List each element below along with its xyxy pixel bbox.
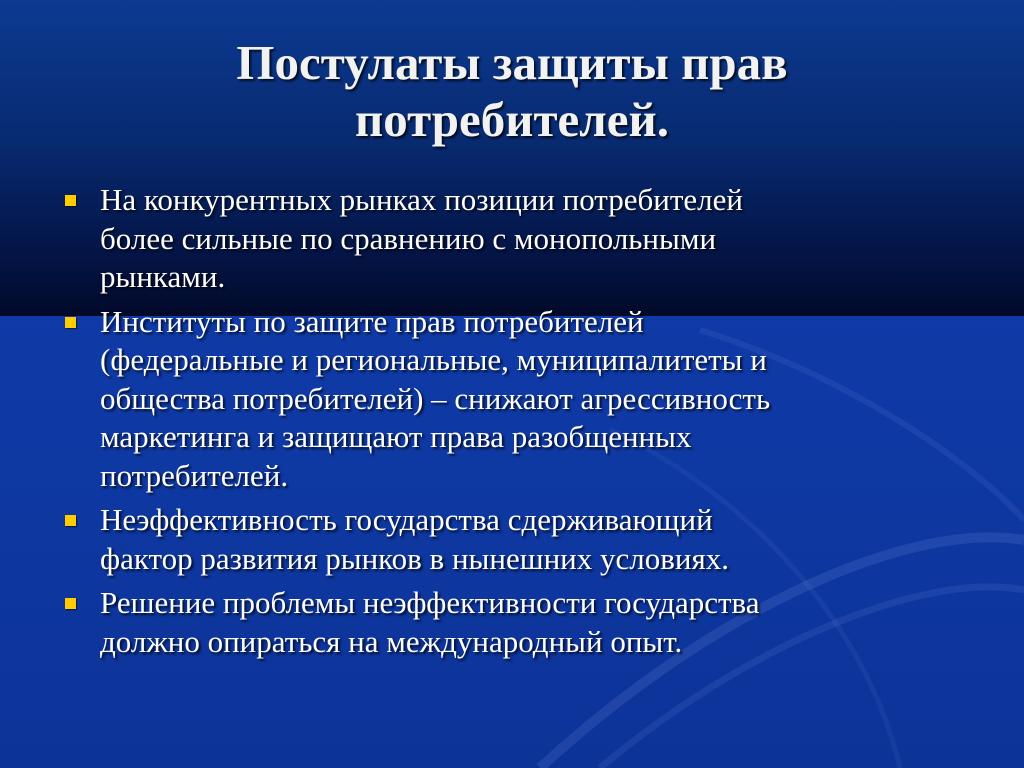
bullet-text: На конкурентных рынках позиции потребителей более сильные по сравнению с монопольными рынками. [100,182,743,294]
yellow-square-bullet-icon [65,317,76,328]
slide-title: Постулаты защиты прав потребителей. [236,35,788,147]
bullet-list [60,181,960,667]
yellow-square-bullet-icon [65,515,76,526]
bullet-item-international-experience [60,584,960,661]
yellow-square-bullet-icon [65,195,76,206]
bullet-text: Институты по защите прав потребителей (федеральные и региональные, муниципалитеты и общества потребителей) – снижают агрессивность маркетинга и защищают права разобщенных потребителей. [100,303,771,493]
bullet-text: Неэффективность государства сдерживающий фактор развития рынков в нынешних условиях. [100,502,729,576]
yellow-square-bullet-icon [65,598,76,609]
bullet-item-competitive-markets [60,181,960,297]
bullet-text: Решение проблемы неэффективности государства должно опираться на международный опыт. [100,585,760,659]
bullet-item-state-inefficiency [60,501,960,578]
bullet-item-consumer-institutions [60,303,960,496]
